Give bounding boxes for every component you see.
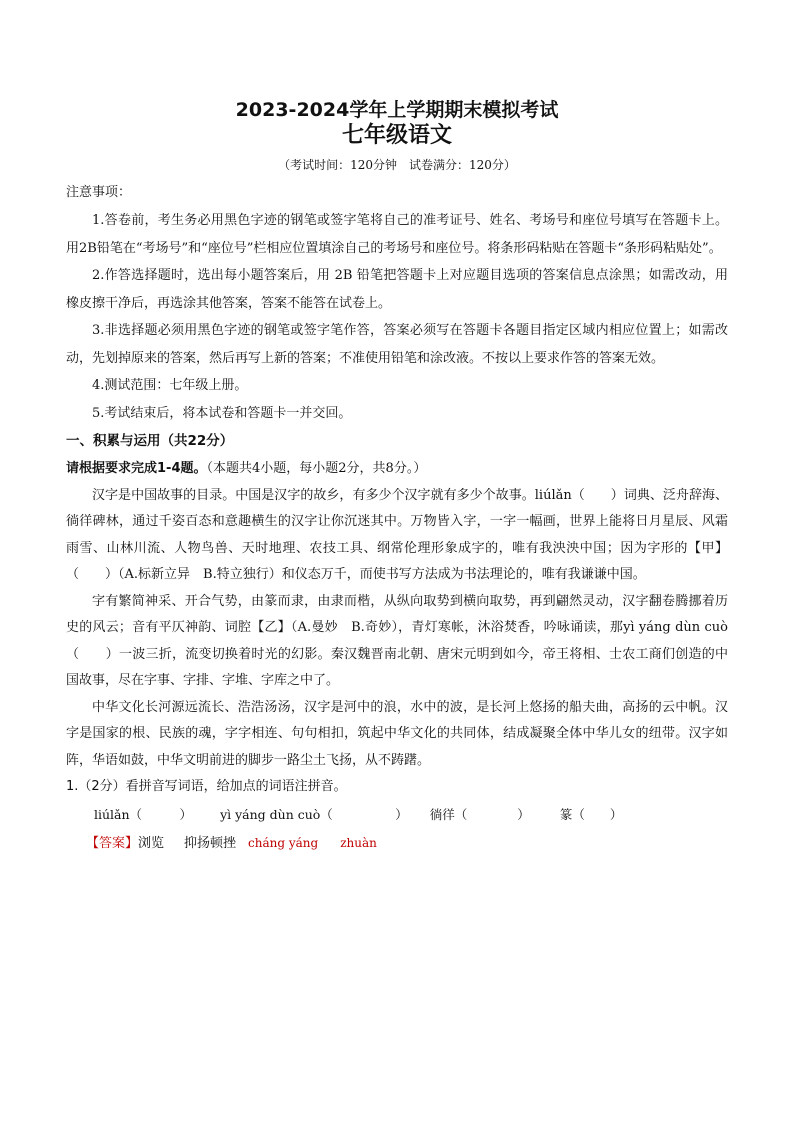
section-heading: 一、积累与运用（共22分） (66, 433, 234, 449)
answer-1: 浏览 (138, 836, 165, 851)
notice-item-5: 5.考试结束后，将本试卷和答题卡一并交回。 (92, 405, 352, 421)
exam-info: （考试时间：120分钟 试卷满分：120分） (278, 158, 516, 172)
answer-label: 【答案】 (86, 836, 139, 851)
exam-title: 2023-2024学年上学期期末模拟考试 (235, 99, 559, 121)
blank-liulan: liúlǎn（ ） (94, 807, 193, 822)
passage-paragraph-3: 中华文化长河源远流长、浩浩汤汤，汉字是河中的浪，水中的波，是长河上悠扬的船夫曲，高扬的云中帆。汉字是国家的根、民族的魂，字字相连、句句相扣，筑起中华文化的共同体，结成凝聚全体中华儿女的纽带。汉字如阵，华语如鼓，中华文明前进的脚步一路尘土飞扬，从不踌躇。 (66, 699, 728, 768)
question-1-stem: 1.（2分）看拼音写词语，给加点的词语注拼音。 (66, 779, 347, 794)
passage-paragraph-1: 汉字是中国故事的目录。中国是汉字的故乡，有多少个汉字就有多少个故事。liúlǎn（ ）词典、泛舟辞海、徜徉碑林，通过千姿百态和意趣横生的汉字让你沉迷其中。万物皆入字，一字一幅画，世界上能将日月星辰、风霜雨雪、山林川流、人物鸟兽、天时地理、农技工具、纲常伦理形象成字的，唯有我泱泱中国；因为字形的【甲】（ ）（A.标新立异 B.特立独行）和仪态万千，而使书写方法成为书法理论的，唯有我谦谦中国。 (66, 487, 728, 582)
blank-changyang: 徜徉（ ） (429, 807, 530, 822)
question-1-answer (66, 830, 728, 857)
answer-4: zhuàn (340, 836, 377, 850)
notice-item-1: 1.答卷前，考生务必用黑色字迹的钢笔或签字笔将自己的准考证号、姓名、考场号和座位号填写在答题卡上。用2B铅笔在“考场号”和“座位号”栏相应位置填涂自己的考场号和座位号。将条形码粘贴在答题卡“条形码粘贴处”。 (66, 213, 728, 256)
answer-2: 抑扬顿挫 (184, 836, 237, 851)
notice-item-2: 2.作答选择题时，选出每小题答案后，用 2B 铅笔把答题卡上对应题目选项的答案信息点涂黑；如需改动，用橡皮擦干净后，再选涂其他答案，答案不能答在试卷上。 (66, 268, 728, 311)
question-1-blanks (66, 800, 728, 830)
blank-zhuan: 篆（ ） (559, 807, 623, 822)
exam-subject: 七年级语文 (341, 123, 452, 148)
section-instruction (66, 455, 728, 483)
notice-item-3: 3.非选择题必须用黑色字迹的钢笔或签字笔作答，答案必须写在答题卡各题目指定区域内相应位置上；如需改动，先划掉原来的答案，然后再写上新的答案；不准使用铅笔和涂改液。不按以上要求作答的答案无效。 (66, 323, 728, 366)
instruction-bold: 请根据要求完成1-4题。 (66, 461, 207, 476)
instruction-rest: （本题共4小题，每小题2分，共8分。） (206, 461, 427, 476)
answer-3: cháng yáng (248, 836, 319, 850)
passage-paragraph-2: 字有繁简神采、开合气势，由篆而隶，由隶而楷，从纵向取势到横向取势，再到翩然灵动，汉字翻卷腾挪着历史的风云；音有平仄神韵、词腔【乙】（A.曼妙 B.奇妙），青灯寒帐，沐浴焚香，吟咏诵读，那yì yáng dùn cuò（ ）一波三折，流变切换着时光的幻影。秦汉魏晋南北朝、唐宋元明到如今，帝王将相、士农工商们创造的中国故事，尽在字事、字排、字堆、字库之中了。 (66, 593, 728, 688)
notice-item-4: 4.测试范围：七年级上册。 (92, 378, 248, 393)
notice-heading: 注意事项： (66, 185, 132, 200)
exam-page (66, 98, 728, 857)
blank-yiyangdun: yì yáng dùn cuò（ ） (220, 807, 408, 822)
